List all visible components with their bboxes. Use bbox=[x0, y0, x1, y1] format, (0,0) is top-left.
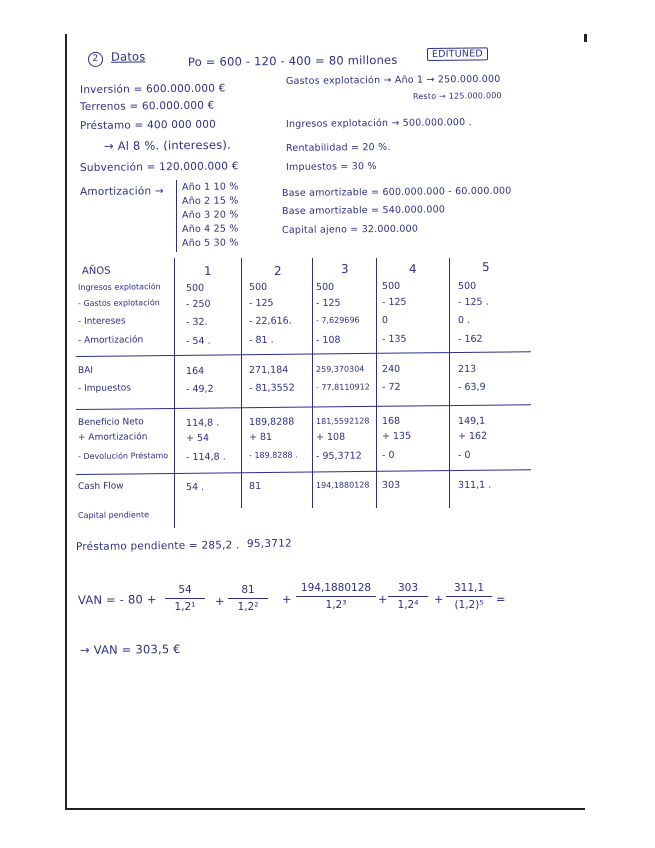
table-cell: - 108 bbox=[315, 334, 341, 346]
year-header: 1 bbox=[203, 263, 212, 278]
row-label: - Intereses bbox=[77, 316, 126, 327]
po-formula: Po = 600 - 120 - 400 = 80 millones bbox=[187, 52, 398, 69]
table-cell: 500 bbox=[381, 280, 401, 293]
table-divider bbox=[174, 258, 175, 528]
van-lead: VAN = - 80 + bbox=[77, 592, 157, 607]
table-cell: 164 bbox=[185, 365, 205, 377]
plus-sign: + bbox=[214, 593, 225, 608]
table-header-label: AÑOS bbox=[81, 265, 111, 277]
page-right-mark bbox=[584, 34, 587, 42]
table-cell: 303 bbox=[381, 479, 401, 492]
amortizacion-year-4: Año 4 25 % bbox=[181, 223, 239, 235]
row-label: Beneficio Neto bbox=[77, 417, 144, 428]
table-cell: 114,8 . bbox=[185, 417, 220, 429]
table-cell: - 81 . bbox=[248, 335, 274, 347]
table-cell: 0 bbox=[381, 315, 389, 327]
gastos-resto-text: Resto → 125.000.000 bbox=[412, 91, 502, 101]
plus-sign: + bbox=[377, 591, 388, 606]
table-cell: - 125 bbox=[381, 296, 407, 309]
table-cell: - 135 bbox=[381, 333, 407, 346]
amortizacion-brace bbox=[176, 180, 177, 252]
subvencion-text: Subvención = 120.000.000 € bbox=[79, 160, 239, 174]
equals-sign: = bbox=[495, 591, 506, 606]
table-cell: 149,1 bbox=[457, 415, 486, 427]
terrenos-text: Terrenos = 60.000.000 € bbox=[79, 99, 215, 113]
plus-sign: + bbox=[281, 591, 292, 606]
table-cell: - 7,629696 bbox=[315, 315, 360, 325]
interes-text: → Al 8 %. (intereses). bbox=[103, 137, 232, 153]
table-cell: 500 bbox=[185, 282, 205, 294]
van-term-3: $\frac{194,1880128}{\text{1,2³}}$ bbox=[296, 582, 376, 611]
table-cell: 500 bbox=[315, 281, 335, 293]
table-cell: 500 bbox=[457, 280, 477, 292]
year-header: 2 bbox=[273, 263, 282, 278]
table-divider bbox=[241, 258, 242, 508]
plus-sign: + bbox=[433, 591, 444, 606]
prestamo-text: Préstamo = 400 000 000 bbox=[79, 118, 217, 132]
table-cell: - 72 bbox=[381, 381, 401, 394]
problem-number: 2 bbox=[88, 52, 103, 67]
row-label: - Impuestos bbox=[77, 383, 131, 394]
van-term-1: $\frac{54}{\text{1,2¹}}$ bbox=[165, 584, 205, 613]
table-cell: - 114,8 . bbox=[185, 451, 226, 463]
table-hline bbox=[76, 469, 531, 475]
table-cell: + 81 bbox=[248, 432, 273, 444]
van-term-5: $\frac{311,1}{\text{(1,2)⁵}}$ bbox=[446, 582, 492, 611]
table-cell: 0 . bbox=[457, 314, 471, 326]
table-cell: 259,370304 bbox=[315, 364, 365, 374]
table-cell: - 125 . bbox=[457, 296, 489, 308]
amortizacion-label: Amortización → bbox=[79, 185, 164, 198]
table-cell: 189,8288 bbox=[248, 416, 295, 429]
row-label: - Amortización bbox=[77, 335, 144, 346]
row-label: Cash Flow bbox=[77, 481, 124, 492]
base-amortizable-result: Base amortizable = 540.000.000 bbox=[281, 204, 446, 217]
table-cell: - 22,616. bbox=[248, 315, 292, 328]
publisher-badge: EDITUNED bbox=[427, 47, 488, 61]
row-label: + Amortización bbox=[77, 432, 148, 443]
gastos-text: Gastos explotación → Año 1 → 250.000.000 bbox=[285, 73, 501, 87]
prestamo-pendiente-value: 95,3712 bbox=[246, 537, 292, 550]
table-cell: 311,1 . bbox=[457, 479, 492, 491]
table-cell: 54 . bbox=[185, 481, 205, 493]
row-label: - Gastos explotación bbox=[77, 298, 160, 308]
table-cell: - 162 bbox=[457, 333, 483, 345]
year-header: 5 bbox=[481, 259, 490, 274]
table-cell: 271,184 bbox=[248, 364, 289, 377]
table-divider bbox=[312, 258, 313, 508]
problem-header bbox=[88, 49, 146, 67]
amortizacion-year-5: Año 5 30 % bbox=[181, 237, 239, 249]
amortizacion-year-3: Año 3 20 % bbox=[181, 209, 239, 221]
section-title: Datos bbox=[110, 49, 146, 64]
table-cell: + 54 bbox=[185, 432, 210, 444]
van-result: → VAN = 303,5 € bbox=[79, 641, 181, 657]
inversion-text: Inversión = 600.000.000 € bbox=[79, 82, 226, 96]
table-cell: 240 bbox=[381, 363, 401, 376]
table-cell: - 95,3712 bbox=[315, 450, 362, 462]
table-cell: 81 bbox=[248, 481, 262, 493]
table-cell: - 77,8110912 bbox=[315, 382, 370, 392]
table-cell: + 108 bbox=[315, 431, 346, 443]
table-cell: 500 bbox=[248, 282, 268, 294]
table-cell: 168 bbox=[381, 415, 401, 428]
table-cell: - 0 bbox=[457, 449, 471, 461]
table-cell: - 49,2 bbox=[185, 383, 214, 395]
van-term-2: $\frac{81}{\text{1,2²}}$ bbox=[228, 584, 268, 613]
table-cell: + 135 bbox=[381, 430, 412, 443]
table-hline bbox=[76, 404, 531, 410]
capital-ajeno-text: Capital ajeno = 32.000.000 bbox=[281, 223, 419, 236]
table-cell: 181,5592128 bbox=[315, 416, 370, 426]
row-label: Ingresos explotación bbox=[77, 282, 161, 292]
page-bottom-edge bbox=[65, 808, 585, 810]
van-term-4: $\frac{303}{\text{1,2⁴}}$ bbox=[388, 582, 428, 611]
base-amortizable-text: Base amortizable = 600.000.000 - 60.000.000 bbox=[281, 185, 512, 199]
table-hline bbox=[76, 351, 531, 357]
table-cell: - 81,3552 bbox=[248, 382, 295, 395]
prestamo-pendiente-text: Préstamo pendiente = 285,2 . bbox=[75, 539, 240, 553]
amortizacion-year-2: Año 2 15 % bbox=[181, 195, 239, 207]
year-header: 3 bbox=[340, 261, 349, 276]
row-label: Capital pendiente bbox=[77, 510, 150, 520]
row-label: - Devolución Préstamo bbox=[77, 451, 169, 461]
table-cell: 194,1880128 bbox=[315, 480, 370, 490]
table-cell: - 125 bbox=[248, 298, 274, 310]
table-cell: - 63,9 bbox=[457, 381, 486, 393]
rentabilidad-text: Rentabilidad = 20 %. bbox=[285, 141, 391, 154]
table-cell: - 250 bbox=[185, 298, 211, 310]
impuestos-rate-text: Impuestos = 30 % bbox=[285, 161, 377, 173]
table-cell: - 32. bbox=[185, 316, 208, 328]
page-left-edge bbox=[65, 34, 67, 809]
table-cell: - 54 . bbox=[185, 335, 211, 347]
ingresos-text: Ingresos explotación → 500.000.000 . bbox=[285, 117, 472, 130]
table-cell: 213 bbox=[457, 363, 477, 375]
amortizacion-year-1: Año 1 10 % bbox=[181, 181, 239, 193]
table-cell: - 125 bbox=[315, 297, 341, 309]
row-label: BAI bbox=[77, 365, 94, 376]
table-cell: - 189,8288 . bbox=[248, 450, 298, 461]
table-cell: + 162 bbox=[457, 430, 488, 442]
year-header: 4 bbox=[408, 261, 417, 276]
table-cell: - 0 bbox=[381, 450, 395, 462]
